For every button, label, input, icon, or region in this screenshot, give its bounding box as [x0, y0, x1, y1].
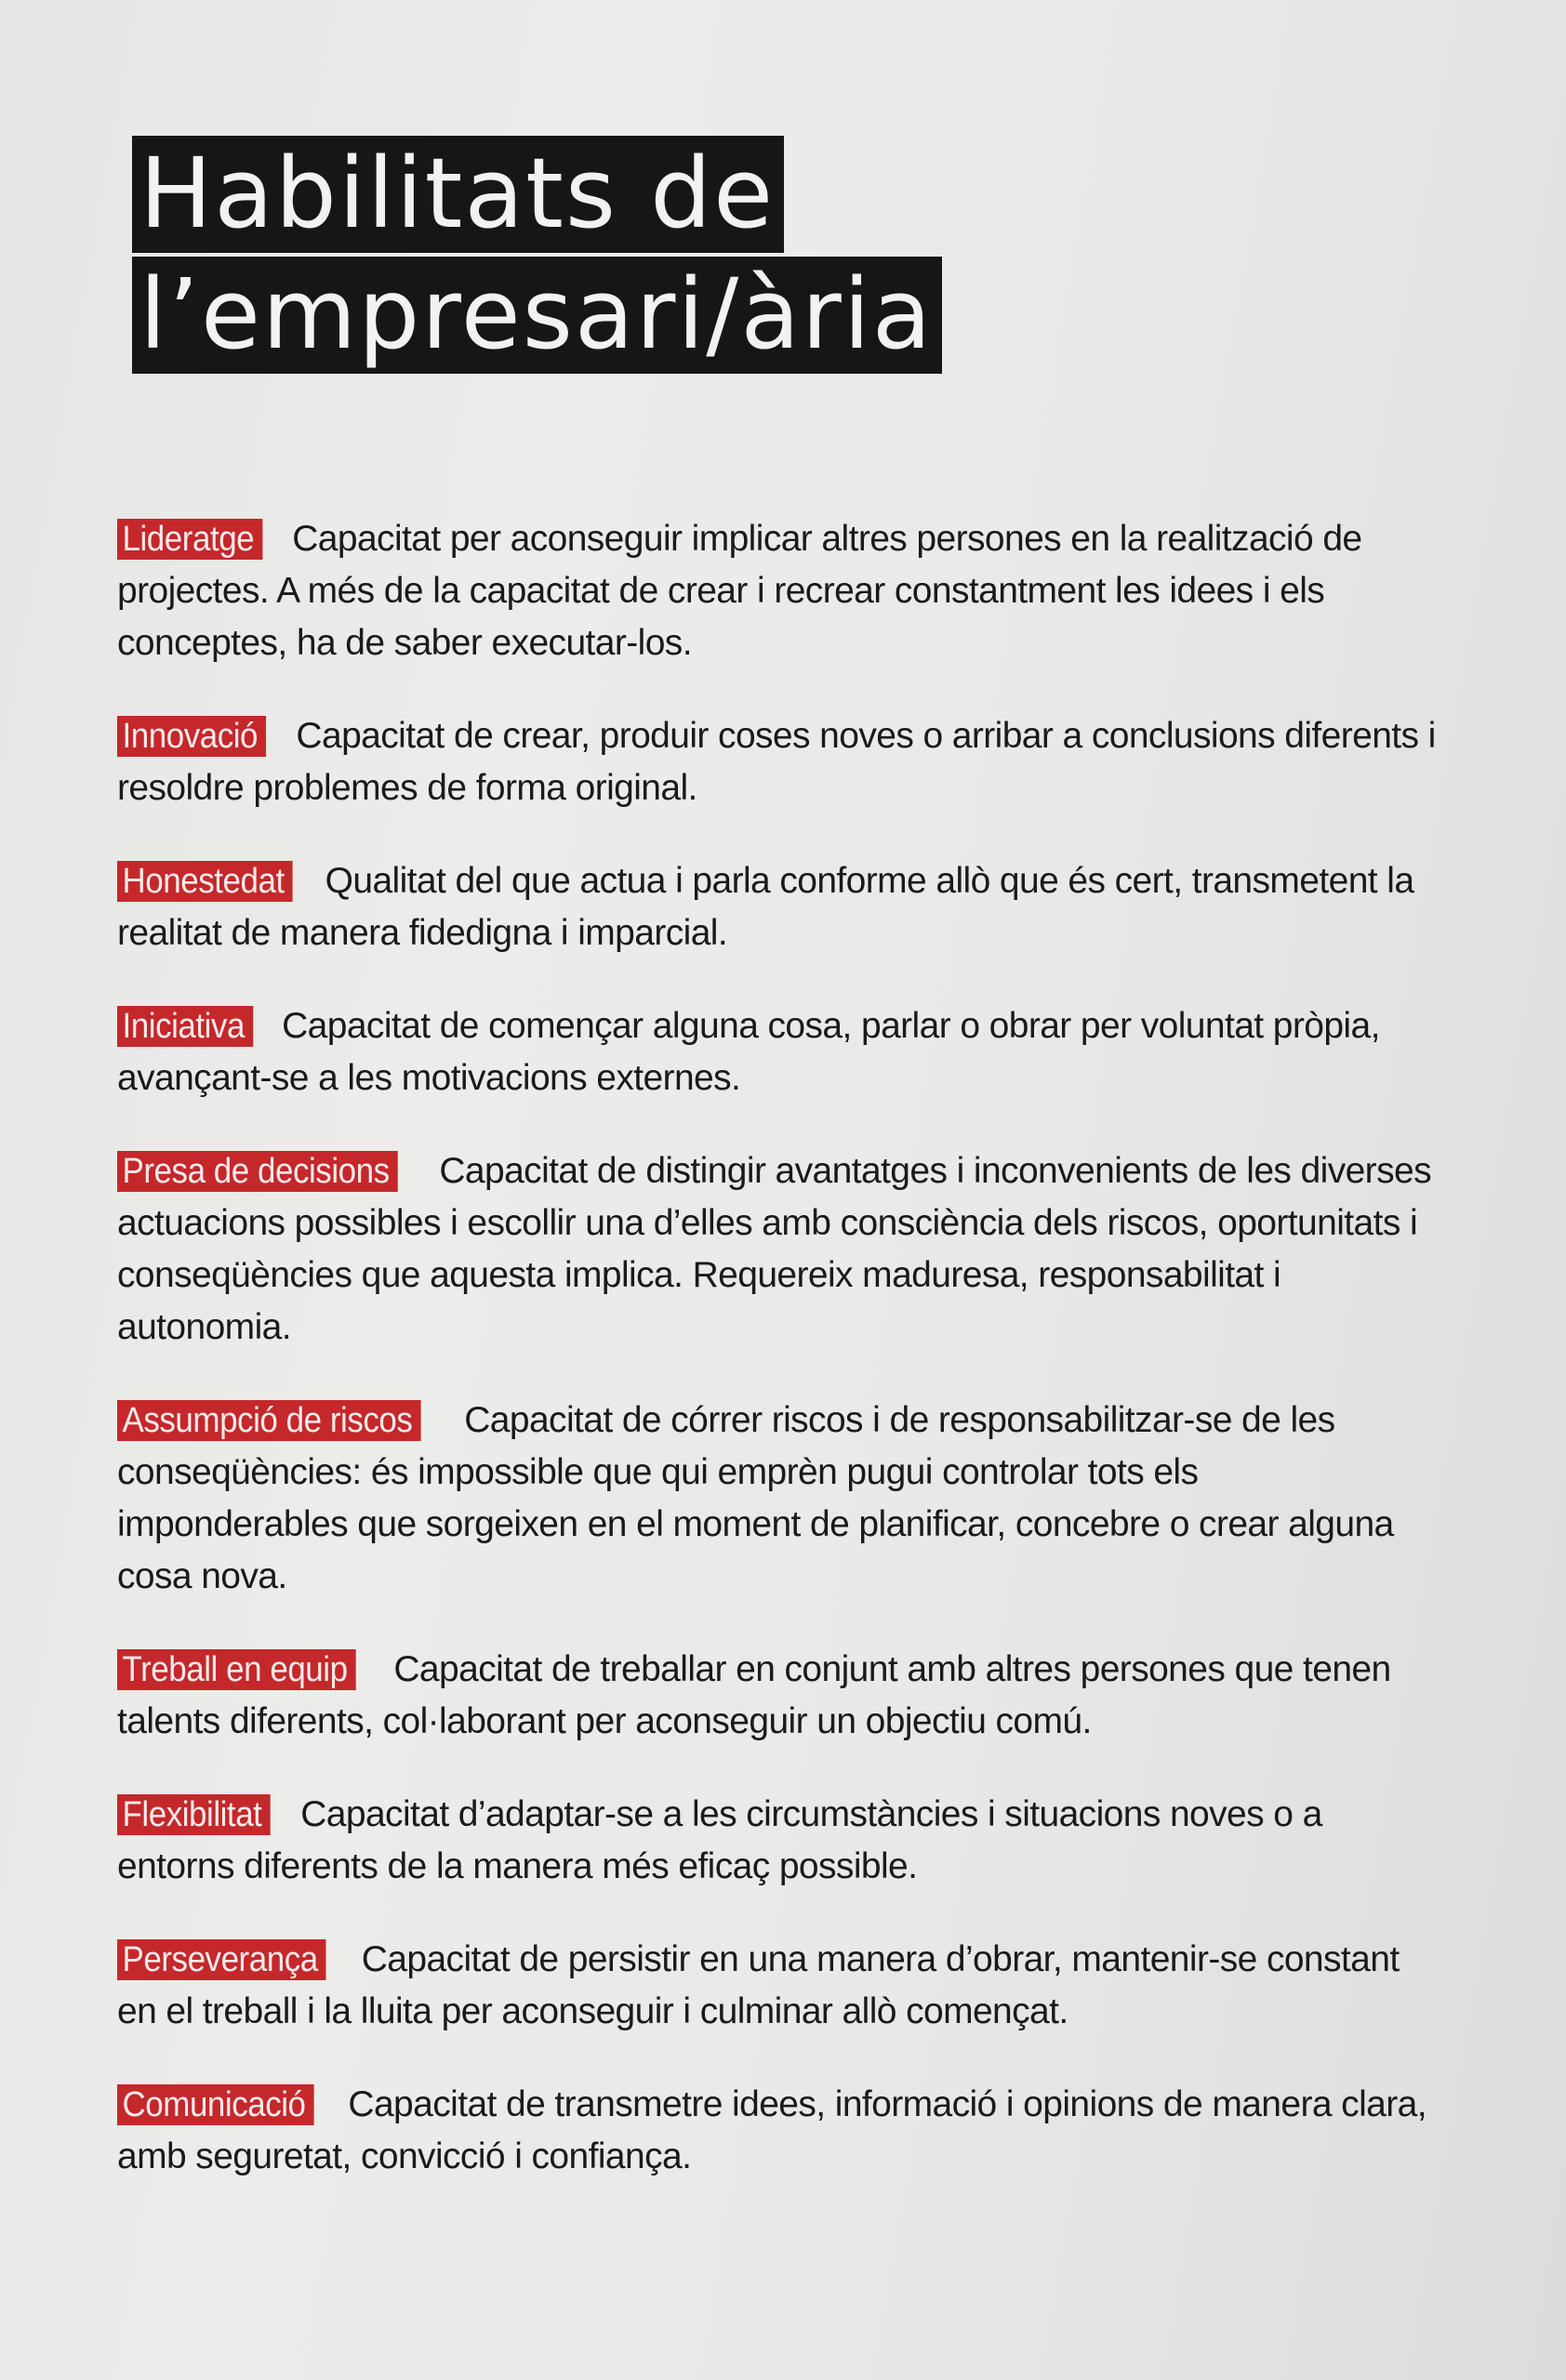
skill-entry-honestedat	[117, 855, 1438, 959]
skill-term-tag: Innovació	[117, 716, 266, 757]
skill-description: Capacitat de córrer riscos i de responsabilitzar-se de les conseqüències: és impossible que qui emprèn pugui controlar tots els imponderables que sorgeixen en el moment de planificar, concebre o crear alguna cosa nova.	[117, 1400, 1394, 1596]
skill-term-tag: Comunicació	[117, 2084, 314, 2125]
skill-entry-iniciativa	[117, 1000, 1438, 1104]
skill-term-tag: Treball en equip	[117, 1649, 356, 1690]
skill-term-tag: Perseverança	[117, 1939, 326, 1980]
skills-list	[117, 513, 1438, 2183]
skill-entry-perseveranca	[117, 1934, 1438, 2038]
skill-description: Capacitat de treballar en conjunt amb altres persones que tenen talents diferents, col·laborant per aconseguir un objectiu comú.	[117, 1649, 1391, 1741]
skill-description: Capacitat de començar alguna cosa, parlar o obrar per voluntat pròpia, avançant-se a les motivacions externes.	[117, 1006, 1380, 1098]
skill-term-tag: Honestedat	[117, 861, 293, 902]
skill-description: Capacitat de distingir avantatges i inconvenients de les diverses actuacions possibles i escollir una d’elles amb consciència dels riscos, oportunitats i conseqüències que aquesta implica. Requereix maduresa, responsabilitat i autonomia.	[117, 1151, 1431, 1347]
skill-entry-flexibilitat	[117, 1789, 1438, 1893]
skill-description: Qualitat del que actua i parla conforme allò que és cert, transmetent la realitat de manera fidedigna i imparcial.	[117, 861, 1414, 953]
title-line-1: Habilitats de	[132, 136, 784, 253]
skill-term-tag: Assumpció de riscos	[117, 1400, 421, 1441]
skill-entry-presa-de-decisions	[117, 1145, 1438, 1354]
title-line-2: l’empresari/ària	[132, 257, 942, 374]
skill-description: Capacitat de crear, produir coses noves o arribar a conclusions diferents i resoldre problemes de forma original.	[117, 716, 1436, 808]
skill-description: Capacitat de persistir en una manera d’obrar, mantenir-se constant en el treball i la lluita per aconseguir i culminar allò començat.	[117, 1939, 1400, 2031]
skill-description: Capacitat d’adaptar-se a les circumstàncies i situacions noves o a entorns diferents de la manera més eficaç possible.	[117, 1794, 1322, 1886]
skill-entry-treball-en-equip	[117, 1644, 1438, 1748]
skill-description: Capacitat de transmetre idees, informació i opinions de manera clara, amb seguretat, convicció i confiança.	[117, 2084, 1427, 2176]
skill-term-tag: Presa de decisions	[117, 1151, 398, 1192]
skill-term-tag: Flexibilitat	[117, 1794, 271, 1835]
page-title	[132, 136, 942, 377]
skill-entry-assumpcio-de-riscos	[117, 1395, 1438, 1603]
skill-term-tag: Lideratge	[117, 519, 262, 560]
skill-description: Capacitat per aconseguir implicar altres persones en la realització de projectes. A més de la capacitat de crear i recrear constantment les idees i els conceptes, ha de saber executar-los.	[117, 519, 1362, 663]
skill-entry-lideratge	[117, 513, 1438, 669]
skill-entry-comunicacio	[117, 2079, 1438, 2183]
skill-term-tag: Iniciativa	[117, 1006, 253, 1047]
skill-entry-innovacio	[117, 710, 1438, 814]
